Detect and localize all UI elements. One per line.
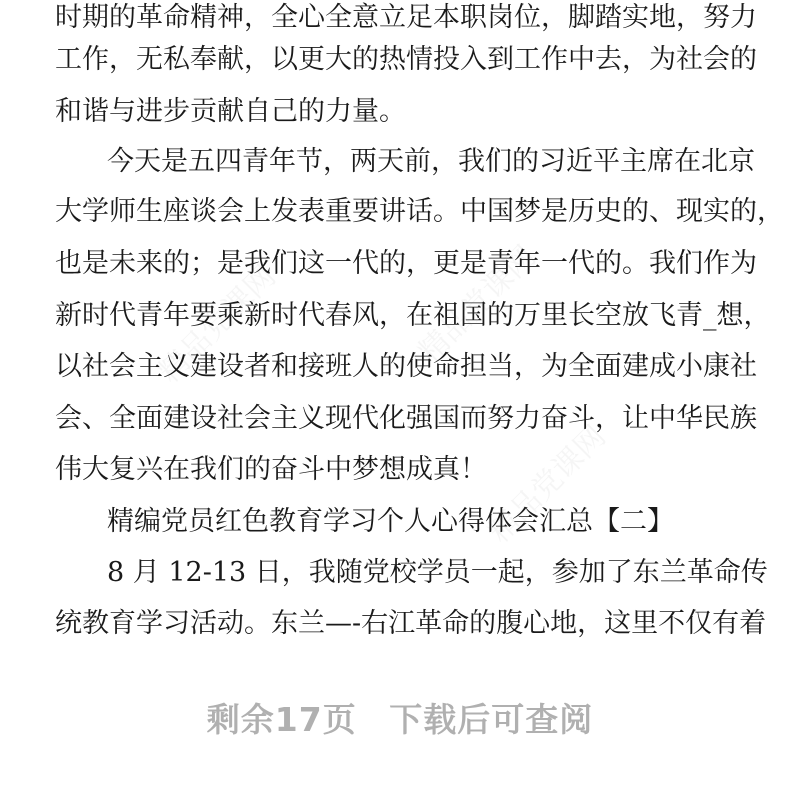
section-heading: 精编党员红色教育学习个人心得体会汇总【二】 xyxy=(107,506,674,537)
text-line: 8 月 12-13 日，我随党校学员一起，参加了东兰革命传 xyxy=(107,557,768,588)
text-line: 工作，无私奉献，以更大的热情投入到工作中去，为社会的 xyxy=(55,44,757,75)
text-line: 今天是五四青年节，两天前，我们的习近平主席在北京 xyxy=(107,146,755,177)
watermark: 精品党课网 xyxy=(482,419,613,550)
text-line: 以社会主义建设者和接班人的使命担当，为全面建成小康社 xyxy=(55,351,757,382)
text-line: 时期的革命精神，全心全意立足本职岗位，脚踏实地，努力 xyxy=(55,2,757,33)
watermark: 精品党课网 xyxy=(152,259,283,390)
remaining-pages-label: 剩余17页 xyxy=(206,700,357,739)
text-line: 新时代青年要乘新时代春风，在祖国的万里长空放飞青_想， xyxy=(55,300,771,331)
text-line: 会、全面建设社会主义现代化强国而努力奋斗，让中华民族 xyxy=(55,403,757,434)
download-to-view-label: 下载后可查阅 xyxy=(389,700,594,739)
text-line: 伟大复兴在我们的奋斗中梦想成真！ xyxy=(55,454,487,485)
download-prompt[interactable] xyxy=(0,695,800,745)
text-line: 大学师生座谈会上发表重要讲话。中国梦是历史的、现实的， xyxy=(55,196,784,227)
watermark: 精品党课网 xyxy=(412,239,543,370)
text-line: 也是未来的；是我们这一代的，更是青年一代的。我们作为 xyxy=(55,248,757,279)
text-line: 统教育学习活动。东兰—-右江革命的腹心地，这里不仅有着 xyxy=(55,608,767,639)
text-line: 和谐与进步贡献自己的力量。 xyxy=(55,96,406,127)
